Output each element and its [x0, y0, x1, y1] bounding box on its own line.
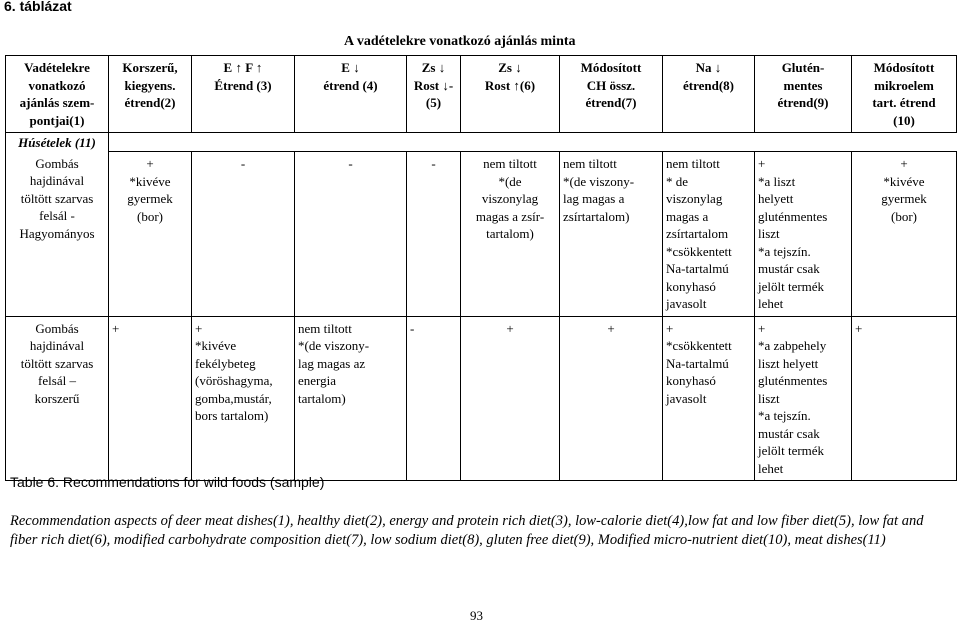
cell-line: liszt helyett — [758, 355, 819, 371]
cell-lowcal — [295, 152, 407, 317]
cell-line: ajánlás szem- — [19, 95, 95, 110]
cell-line: mustár csak — [758, 425, 820, 441]
cell-line: Hagyományos — [19, 225, 95, 241]
cell-line: nem tiltott — [666, 156, 720, 171]
cell-line: + — [195, 320, 203, 336]
cell-line: Vadételekre — [24, 60, 90, 75]
cell-line: javasolt — [666, 390, 707, 406]
cell-micronutrient — [852, 316, 957, 481]
cell-healthy — [109, 316, 192, 481]
cell-line: * de — [666, 173, 689, 189]
cell-line: jelölt termék — [758, 278, 825, 294]
cell-line: felsál - — [39, 208, 75, 223]
cell-lowfat-lowfiber — [407, 316, 461, 481]
cell-line: töltött szarvas — [20, 190, 94, 206]
cell-line: + — [506, 320, 514, 336]
cell-line: (bor) — [891, 208, 917, 224]
cell-gluten-free — [755, 316, 852, 481]
header-healthy-diet — [109, 56, 192, 133]
cell-energy — [192, 316, 295, 481]
cell-line: Zs ↓ — [498, 60, 522, 75]
cell-line: lehet — [758, 296, 784, 311]
cell-line: tartalom) — [486, 226, 534, 241]
cell-modified-ch — [560, 152, 663, 317]
header-aspects — [6, 56, 109, 133]
cell-line: viszonylag — [666, 191, 723, 206]
cell-line: + — [855, 320, 863, 336]
recommendation-table — [5, 55, 957, 481]
cell-line: Na-tartalmú — [666, 261, 729, 276]
cell-line: Rost ↑(6) — [484, 77, 536, 93]
cell-line: töltött szarvas — [20, 355, 94, 371]
cell-line: étrend (4) — [323, 77, 378, 93]
section-spacer — [109, 133, 957, 152]
cell-line — [298, 190, 403, 208]
cell-line: Korszerű, — [122, 60, 178, 75]
cell-line: *a liszt — [758, 173, 796, 189]
cell-line — [195, 243, 291, 261]
cell-line: vonatkozó — [28, 77, 86, 93]
dish-name — [6, 316, 109, 481]
cell-line: Zs ↓ — [421, 60, 446, 75]
header-row — [6, 56, 957, 133]
cell-line: fekélybeteg — [195, 355, 256, 371]
cell-line — [195, 208, 291, 226]
cell-line: gyermek — [881, 191, 927, 206]
cell-line: magas a — [666, 208, 709, 224]
cell-line: Na ↓ — [695, 60, 722, 75]
cell-line: hajdinával — [29, 173, 85, 188]
cell-line: bors tartalom) — [195, 408, 269, 423]
header-lowfat-fiber-diet — [461, 56, 560, 133]
cell-line: lehet — [758, 460, 784, 476]
cell-lowfat-lowfiber — [407, 152, 461, 317]
cell-line: (bor) — [137, 208, 163, 224]
cell-line: kiegyens. — [124, 77, 176, 93]
cell-line: tart. étrend — [872, 95, 936, 110]
cell-line: + — [112, 320, 120, 336]
cell-line: Rost ↓- — [413, 77, 454, 93]
cell-line: *(de — [498, 173, 522, 189]
cell-line: *(de viszony- — [563, 173, 635, 189]
cell-line: *kivéve — [129, 173, 171, 189]
cell-line: étrend(8) — [682, 77, 735, 93]
cell-line: Na-tartalmú — [666, 355, 729, 371]
cell-line: mentes — [783, 77, 823, 93]
cell-line: étrend(7) — [585, 95, 637, 110]
cell-line: Gombás — [35, 320, 79, 336]
cell-line — [298, 173, 403, 191]
cell-line: gomba,mustár, — [195, 390, 272, 406]
cell-line: javasolt — [666, 296, 707, 311]
cell-line: zsírtartalom — [666, 226, 729, 241]
cell-line — [195, 190, 291, 208]
cell-energy — [192, 152, 295, 317]
cell-line: lag magas a — [563, 191, 625, 206]
cell-line: *(de viszony- — [298, 338, 370, 353]
cell-line: *a zabpehely — [758, 338, 827, 353]
cell-line: + — [607, 320, 615, 336]
page-number: 93 — [470, 608, 483, 623]
table-row — [6, 316, 957, 481]
cell-line: magas a zsír- — [475, 208, 545, 224]
cell-line: (vöröshagyma, — [195, 373, 273, 388]
cell-line: tartalom) — [298, 390, 346, 406]
cell-line: felsál – — [38, 373, 76, 388]
cell-line: Módosított — [580, 60, 642, 75]
cell-line: *a tejszín. — [758, 243, 811, 259]
header-micronutrient-diet — [852, 56, 957, 133]
cell-line: *csökkentett — [666, 243, 732, 259]
cell-line: jelölt termék — [758, 443, 825, 458]
cell-line: Módosított — [873, 60, 935, 75]
cell-line: konyhasó — [666, 373, 716, 388]
cell-line: energia — [298, 373, 337, 388]
table-caption-english: Table 6. Recommendations for wild foods (sample) — [10, 474, 325, 490]
cell-line: Étrend (3) — [214, 77, 272, 93]
cell-line: - — [348, 156, 353, 171]
cell-low-sodium — [663, 152, 755, 317]
cell-line — [410, 190, 457, 208]
header-gluten-free-diet — [755, 56, 852, 133]
cell-line: (5) — [425, 95, 442, 110]
table-title: A vadételekre vonatkozó ajánlás minta — [344, 34, 576, 49]
cell-line: E ↑ F ↑ — [223, 60, 263, 75]
header-low-sodium-diet — [663, 56, 755, 133]
cell-line: liszt — [758, 390, 780, 406]
cell-line: - — [410, 320, 415, 336]
cell-line: gyermek — [127, 191, 173, 206]
cell-line: mustár csak — [758, 261, 820, 276]
cell-line — [195, 173, 291, 191]
cell-line: E ↓ — [341, 60, 360, 75]
cell-line: Gombás — [35, 155, 79, 171]
cell-line: liszt — [758, 226, 780, 241]
cell-line: gluténmentes — [758, 373, 828, 388]
cell-line: CH össz. — [586, 77, 636, 93]
cell-line: korszerű — [34, 390, 80, 406]
cell-low-sodium — [663, 316, 755, 481]
cell-line — [195, 225, 291, 243]
cell-line: *a tejszín. — [758, 408, 811, 423]
cell-line: + — [758, 156, 766, 171]
section-row — [6, 133, 957, 152]
header-modified-ch-diet — [560, 56, 663, 133]
cell-line: *kivéve — [195, 338, 237, 353]
cell-line: helyett — [758, 191, 794, 206]
cell-line: *kivéve — [883, 173, 925, 189]
cell-line: lag magas az — [298, 355, 366, 371]
cell-line: - — [240, 156, 246, 171]
table-row — [6, 152, 957, 317]
cell-line — [410, 173, 457, 191]
cell-healthy — [109, 152, 192, 317]
cell-line: + — [146, 156, 154, 171]
cell-lowcal — [295, 316, 407, 481]
cell-line: *csökkentett — [666, 338, 732, 353]
header-energy-diet — [192, 56, 295, 133]
cell-lowfat-fiber — [461, 316, 560, 481]
cell-line: étrend(2) — [124, 95, 176, 110]
cell-line: Glutén- — [781, 60, 825, 75]
cell-line: viszonylag — [481, 191, 539, 206]
cell-line: zsírtartalom) — [563, 208, 630, 224]
cell-line: + — [666, 320, 674, 336]
cell-line: étrend(9) — [777, 95, 829, 110]
cell-micronutrient — [852, 152, 957, 317]
cell-line: nem tiltott — [483, 156, 537, 171]
cell-line: konyhasó — [666, 278, 716, 294]
dish-name — [6, 152, 109, 317]
table-heading: 6. táblázat — [4, 0, 72, 14]
section-label: Húsételek (11) — [6, 133, 109, 152]
cell-line: nem tiltott — [298, 320, 352, 336]
footnote: Recommendation aspects of deer meat dishes(1), healthy diet(2), energy and protein rich diet(3), low-calorie diet(4),low fat and low fiber diet(5), low fat and fiber rich diet(6), modified carbohydrate composition diet(7), low sodium diet(8), gluten free diet(9), Modified micro-nutrient diet(10), meat dishes(11) — [10, 513, 924, 548]
cell-line: (10) — [893, 112, 915, 128]
header-lowcal-diet — [295, 56, 407, 133]
cell-line: - — [431, 156, 436, 171]
cell-lowfat-fiber — [461, 152, 560, 317]
cell-gluten-free — [755, 152, 852, 317]
cell-line: mikroelem — [874, 77, 934, 93]
cell-line: nem tiltott — [563, 156, 617, 171]
header-lowfat-lowfiber-diet — [407, 56, 461, 133]
cell-line: + — [758, 320, 766, 336]
cell-line: + — [900, 156, 908, 171]
cell-modified-ch — [560, 316, 663, 481]
cell-line: pontjai(1) — [29, 112, 85, 128]
cell-line: hajdinával — [29, 338, 85, 353]
cell-line: gluténmentes — [758, 208, 828, 224]
